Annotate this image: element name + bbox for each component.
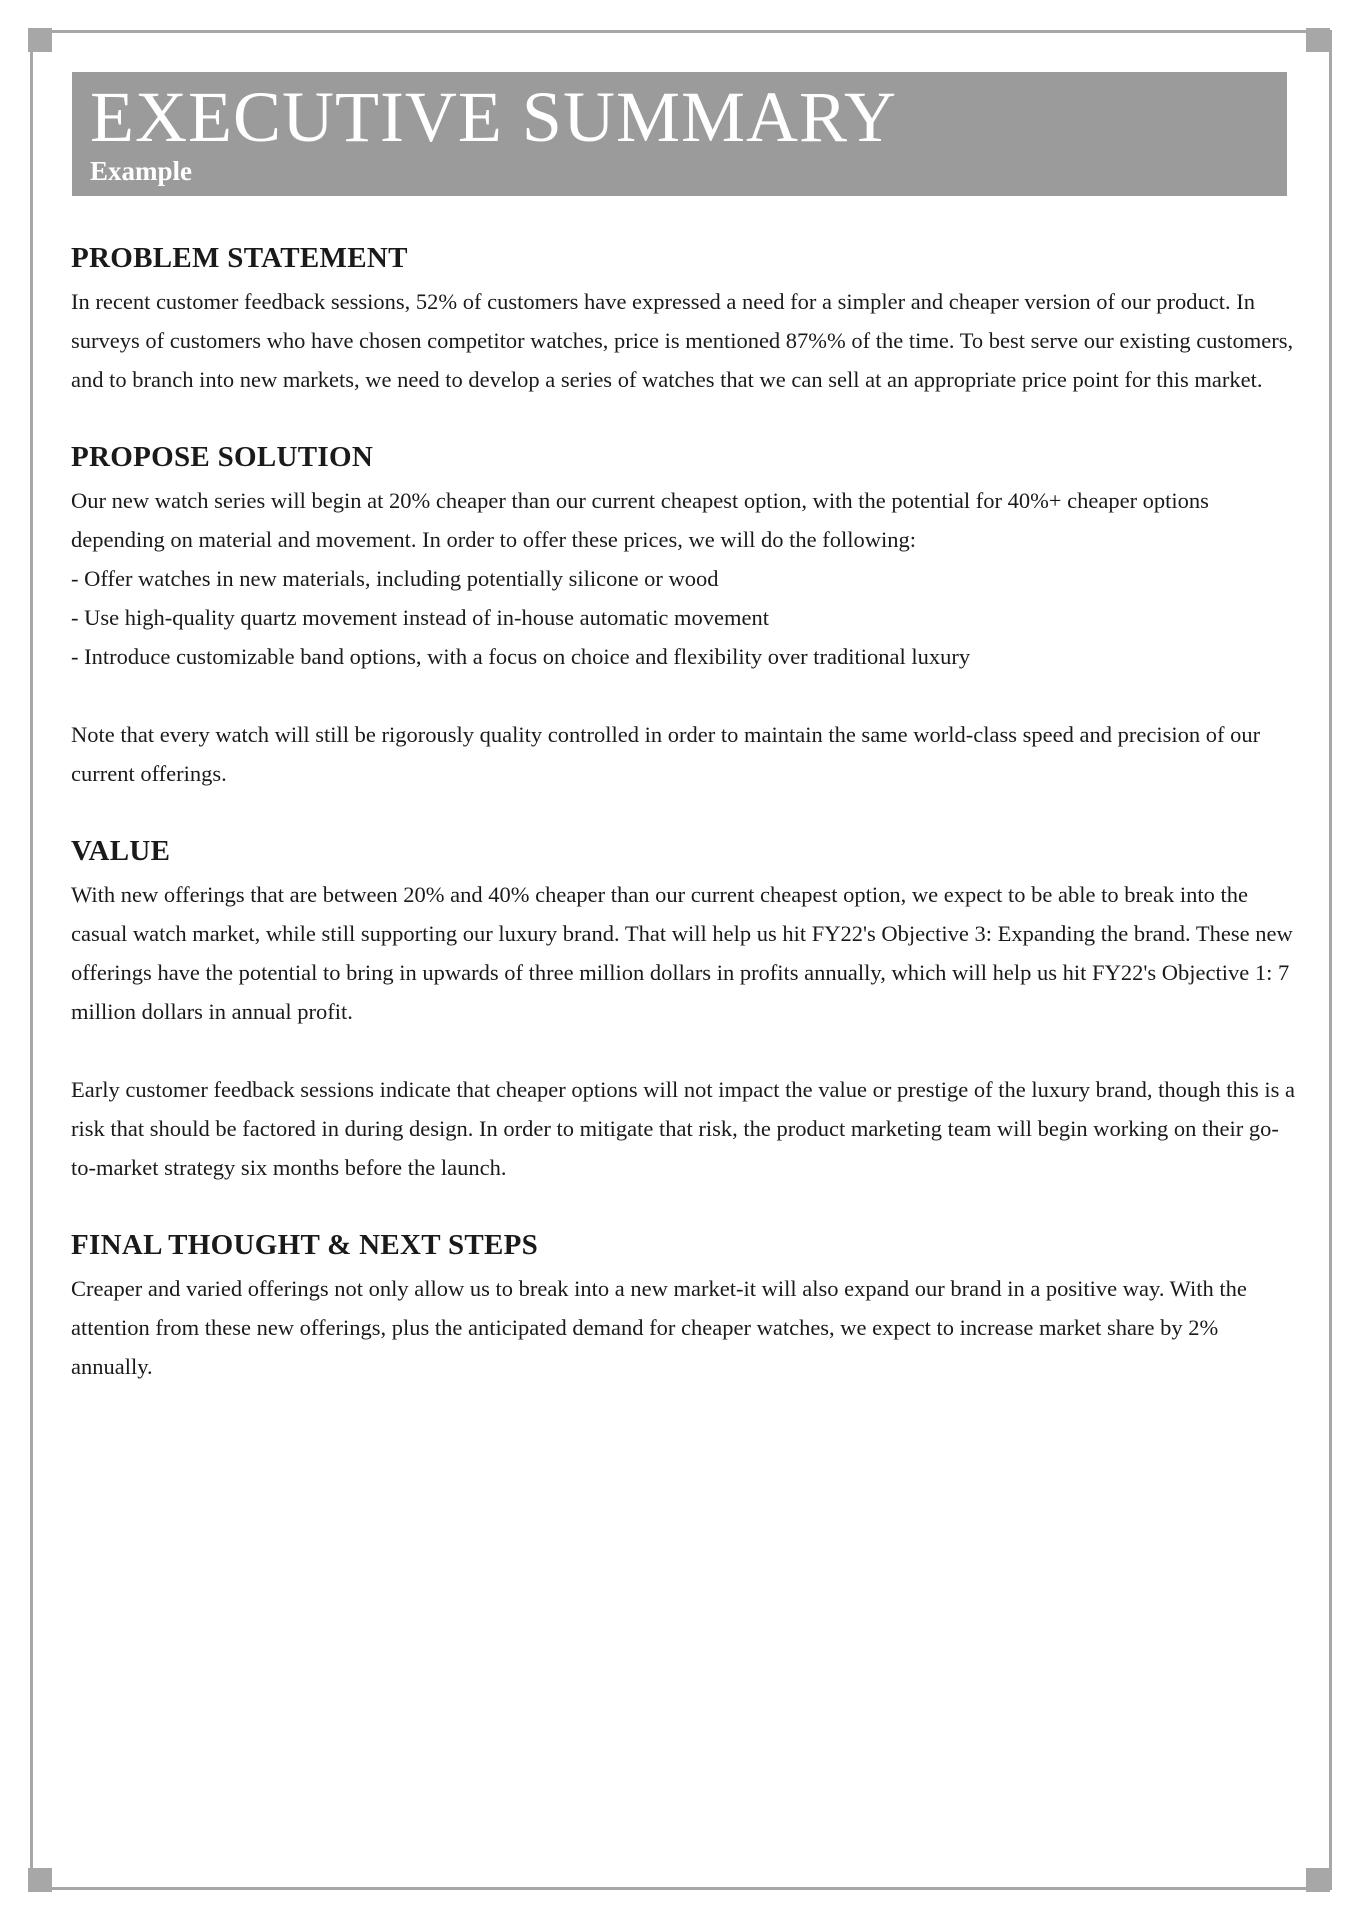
list-item: - Offer watches in new materials, including potentially silicone or wood: [71, 559, 1301, 598]
corner-accent-top-left: [28, 28, 52, 52]
document-body: [71, 238, 1301, 1424]
section-paragraph: With new offerings that are between 20% and 40% cheaper than our current cheapest option, we expect to be able to break into the casual watch market, while still supporting our luxury brand. That will help us hit FY22's Objective 3: Expanding the brand. These new offerings have the potential to bring in upwards of three million dollars in profits annually, which will help us hit FY22's Objective 1: 7 million dollars in annual profit.: [71, 882, 1293, 1024]
section-final-thoughts: [71, 1225, 1301, 1386]
section-paragraph: Early customer feedback sessions indicate that cheaper options will not impact the value or prestige of the luxury brand, though this is a risk that should be factored in during design. In order to mitigate that risk, the product marketing team will begin working on their go-to-market strategy six months before the launch.: [71, 1077, 1296, 1180]
paragraph-spacer: [71, 676, 1301, 715]
corner-accent-bottom-right: [1306, 1868, 1330, 1892]
title-banner: [72, 72, 1287, 196]
section-heading: VALUE: [71, 835, 171, 867]
section-heading: PROBLEM STATEMENT: [71, 242, 408, 274]
section-heading: PROPOSE SOLUTION: [71, 441, 374, 473]
section-paragraph: Creaper and varied offerings not only allow us to break into a new market-it will also expand our brand in a positive way. With the attention from these new offerings, plus the anticipated demand for cheaper watches, we expect to increase market share by 2% annually.: [71, 1276, 1247, 1379]
list-item: - Use high-quality quartz movement instead of in-house automatic movement: [71, 598, 1301, 637]
section-value: [71, 831, 1301, 1187]
page-subtitle: Example: [90, 156, 193, 186]
corner-accent-top-right: [1306, 28, 1330, 52]
section-heading: FINAL THOUGHT & NEXT STEPS: [71, 1229, 539, 1261]
corner-accent-bottom-left: [28, 1868, 52, 1892]
list-item: - Introduce customizable band options, with a focus on choice and flexibility over traditional luxury: [71, 637, 1301, 676]
page-title: EXECUTIVE SUMMARY: [90, 77, 898, 157]
section-propose-solution: [71, 437, 1301, 793]
solution-list: [71, 559, 1301, 676]
section-paragraph: In recent customer feedback sessions, 52% of customers have expressed a need for a simpler and cheaper version of our product. In surveys of customers who have chosen competitor watches, price is mentioned 87%% of the time. To best serve our existing customers, and to branch into new markets, we need to develop a series of watches that we can sell at an appropriate price point for this market.: [71, 289, 1294, 392]
section-note: Note that every watch will still be rigorously quality controlled in order to maintain the same world-class speed and precision of our current offerings.: [71, 722, 1261, 786]
section-problem-statement: [71, 238, 1301, 399]
section-paragraph: Our new watch series will begin at 20% cheaper than our current cheapest option, with the potential for 40%+ cheaper options depending on material and movement. In order to offer these prices, we will do the following:: [71, 488, 1209, 552]
